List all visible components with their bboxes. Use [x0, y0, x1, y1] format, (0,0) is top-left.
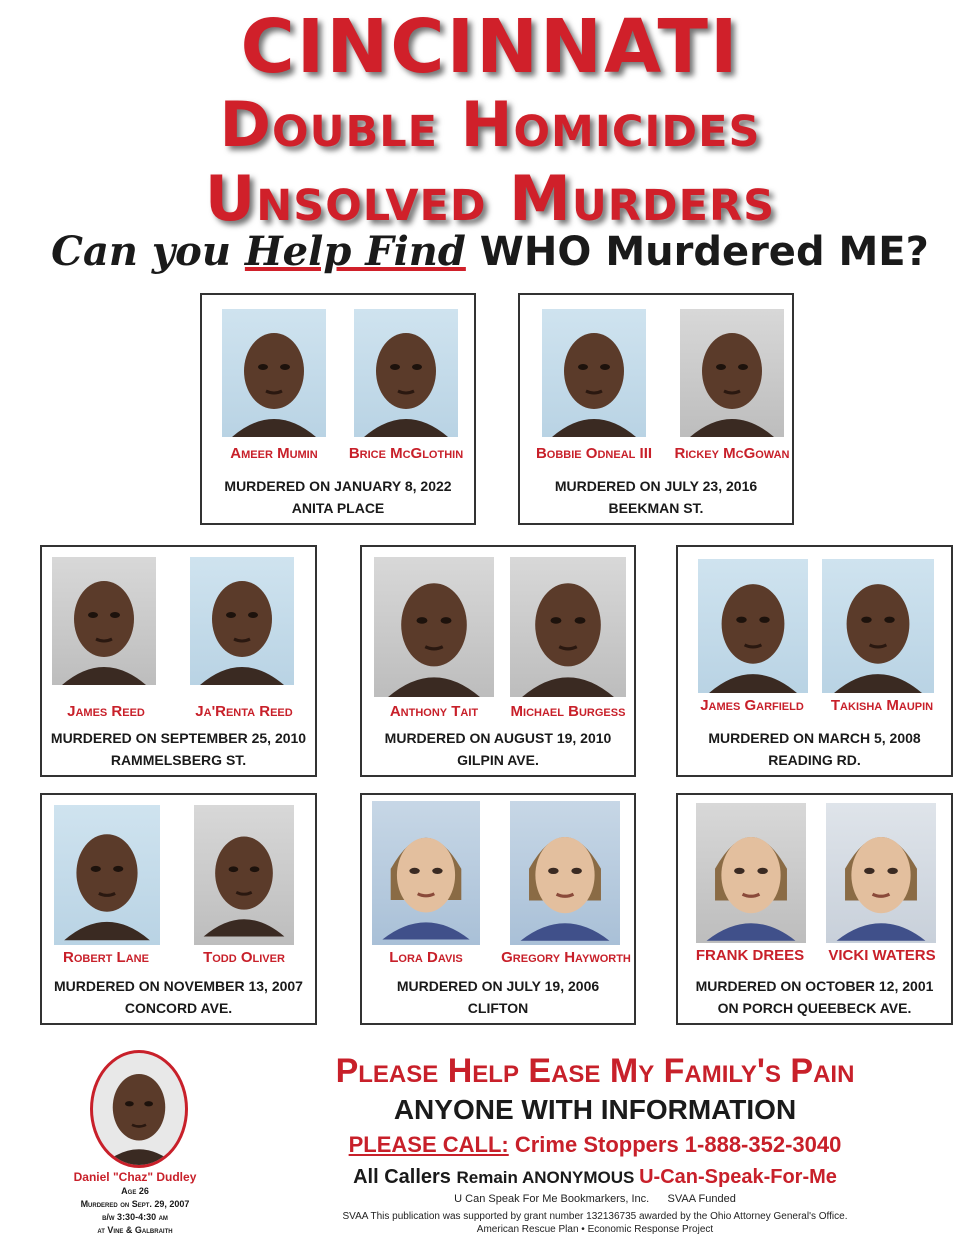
family-plea: Please Help Ease My Family's Pain — [335, 1052, 855, 1090]
subtitle-help-find: Help Find — [244, 228, 466, 275]
victim-photo — [698, 559, 808, 693]
victim-photo — [190, 557, 294, 685]
crime-stoppers-number: Crime Stoppers 1-888-352-3040 — [508, 1132, 842, 1157]
title-city: CINCINNATI — [240, 4, 740, 90]
call-line — [255, 1132, 935, 1158]
case-card — [40, 545, 317, 777]
dudley-time: b/w 3:30-4:30 am — [102, 1212, 168, 1222]
case-date: MURDERED ON JULY 23, 2016 — [554, 478, 758, 494]
case-location: CONCORD AVE. — [124, 1000, 233, 1016]
case-location: ON PORCH QUEEBECK AVE. — [717, 1000, 912, 1016]
title-unsolved-murders: Unsolved Murders — [204, 162, 776, 235]
victim-photo — [52, 557, 156, 685]
case-card — [360, 545, 636, 777]
case-date: MURDERED ON SEPTEMBER 25, 2010 — [50, 730, 307, 746]
victim-photo — [826, 803, 936, 943]
case-card — [40, 793, 317, 1025]
case-location: READING RD. — [768, 752, 861, 768]
dudley-place: at Vine & Galbraith — [97, 1225, 173, 1235]
case-card — [676, 793, 953, 1025]
case-location: CLIFTON — [467, 1000, 529, 1016]
victim-photo — [372, 801, 480, 945]
victim-photo — [194, 805, 294, 945]
victim-name: Ja'Renta Reed — [195, 703, 293, 720]
victim-photo — [374, 557, 494, 697]
victim-photo — [542, 309, 646, 437]
victim-name: Lora Davis — [389, 949, 463, 966]
dudley-photo — [90, 1050, 188, 1168]
case-date: MURDERED ON OCTOBER 12, 2001 — [695, 978, 934, 994]
case-date: MURDERED ON NOVEMBER 13, 2007 — [54, 978, 303, 994]
dudley-name: Daniel "Chaz" Dudley — [73, 1170, 197, 1184]
case-date: MURDERED ON AUGUST 19, 2010 — [384, 730, 612, 746]
subtitle-part1: Can you — [51, 228, 245, 275]
dudley-murdered: Murdered on Sept. 29, 2007 — [80, 1199, 190, 1209]
case-date: MURDERED ON MARCH 5, 2008 — [708, 730, 921, 746]
title-double-homicides: Double Homicides — [219, 88, 761, 161]
victim-name: Takisha Maupin — [830, 697, 934, 714]
victim-name: Michael Burgess — [510, 703, 626, 720]
victim-photo — [354, 309, 458, 437]
victim-photo — [510, 557, 626, 697]
victim-photo — [822, 559, 934, 693]
victim-name: Rickey McGowan — [674, 445, 790, 462]
victim-photo — [54, 805, 160, 945]
victim-name: Todd Oliver — [203, 949, 285, 966]
anon-part1: All Callers — [353, 1166, 457, 1188]
case-location: BEEKMAN ST. — [608, 500, 704, 516]
case-card — [518, 293, 794, 525]
org-line: U Can Speak For Me Bookmarkers, Inc. SVAA Funded — [454, 1193, 736, 1205]
victim-photo — [222, 309, 326, 437]
victim-photo — [680, 309, 784, 437]
victim-name: VICKI WATERS — [828, 947, 936, 964]
subtitle-who-murdered: WHO Murdered ME? — [465, 229, 929, 275]
victim-name: James Reed — [67, 703, 145, 720]
case-card — [200, 293, 476, 525]
arp-line: American Rescue Plan • Economic Response Project — [476, 1224, 714, 1235]
victim-name: Robert Lane — [63, 949, 149, 966]
anon-part2: Remain ANONYMOUS — [456, 1168, 640, 1187]
victim-photo — [696, 803, 806, 943]
call-label: PLEASE CALL: — [348, 1132, 509, 1157]
victim-name: James Garfield — [700, 697, 804, 714]
victim-photo — [510, 801, 620, 945]
victim-name: Gregory Hayworth — [501, 949, 631, 966]
case-location: ANITA PLACE — [291, 500, 385, 516]
case-card — [676, 545, 953, 777]
case-date: MURDERED ON JANUARY 8, 2022 — [224, 478, 452, 494]
victim-name: Bobbie Odneal III — [535, 445, 653, 462]
dudley-age: Age 26 — [121, 1186, 149, 1196]
case-location: GILPIN AVE. — [457, 752, 539, 768]
victim-name: Ameer Mumin — [230, 445, 318, 462]
grant-line: SVAA This publication was supported by grant number 132136735 awarded by the Ohio Attorney General's Office. — [342, 1211, 848, 1222]
victim-name: Anthony Tait — [389, 703, 479, 720]
victim-name: Brice McGlothin — [348, 445, 464, 462]
case-card — [360, 793, 636, 1025]
case-date: MURDERED ON JULY 19, 2006 — [396, 978, 600, 994]
anyone-with-info: ANYONE WITH INFORMATION — [393, 1094, 797, 1125]
case-location: RAMMELSBERG ST. — [110, 752, 247, 768]
anon-part3: U-Can-Speak-For-Me — [639, 1166, 837, 1188]
victim-name: FRANK DREES — [695, 947, 805, 964]
subtitle — [0, 228, 980, 275]
anonymous-line — [255, 1166, 935, 1189]
